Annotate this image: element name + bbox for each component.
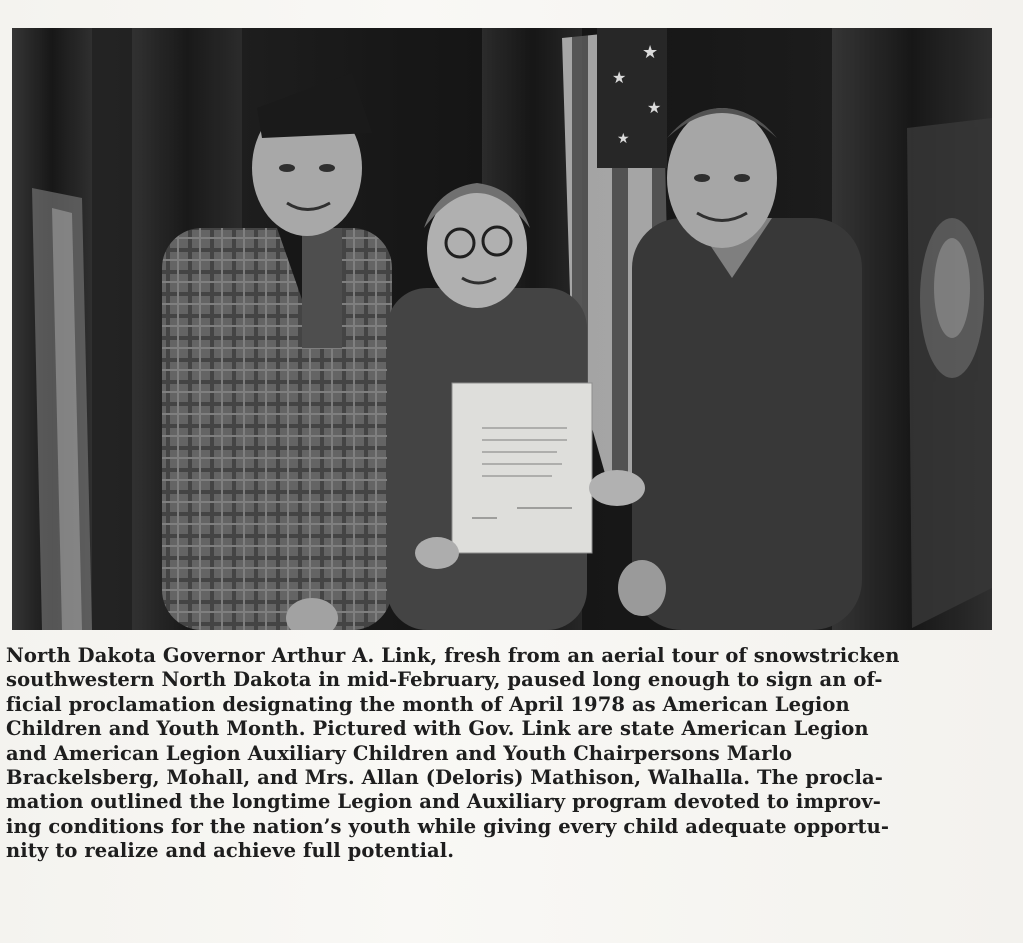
svg-text:★: ★ — [617, 131, 630, 147]
caption-line: and American Legion Auxiliary Children and Youth Chairpersons Marlo — [6, 741, 793, 765]
svg-text:★: ★ — [612, 68, 627, 87]
caption-line: mation outlined the longtime Legion and Auxiliary program devoted to improv- — [6, 790, 881, 814]
svg-text:★: ★ — [647, 98, 662, 117]
caption-line: North Dakota Governor Arthur A. Link, fresh from an aerial tour of snowstricken — [6, 644, 900, 667]
caption-line: southwestern North Dakota in mid-February, paused long enough to sign an of- — [6, 668, 883, 692]
photo-illustration — [12, 28, 992, 630]
caption-line: ing conditions for the nation’s youth while giving every child adequate opportu- — [6, 814, 890, 838]
caption-line: Brackelsberg, Mohall, and Mrs. Allan (Deloris) Mathison, Walhalla. The procla- — [6, 766, 883, 790]
photo-caption — [6, 644, 996, 864]
caption-line: nity to realize and achieve full potential. — [6, 839, 455, 863]
caption-line: Children and Youth Month. Pictured with Gov. Link are state American Legion — [6, 717, 869, 741]
svg-text:★: ★ — [642, 42, 659, 63]
caption-line: ficial proclamation designating the month of April 1978 as American Legion — [6, 692, 850, 716]
press-photo — [12, 28, 992, 630]
